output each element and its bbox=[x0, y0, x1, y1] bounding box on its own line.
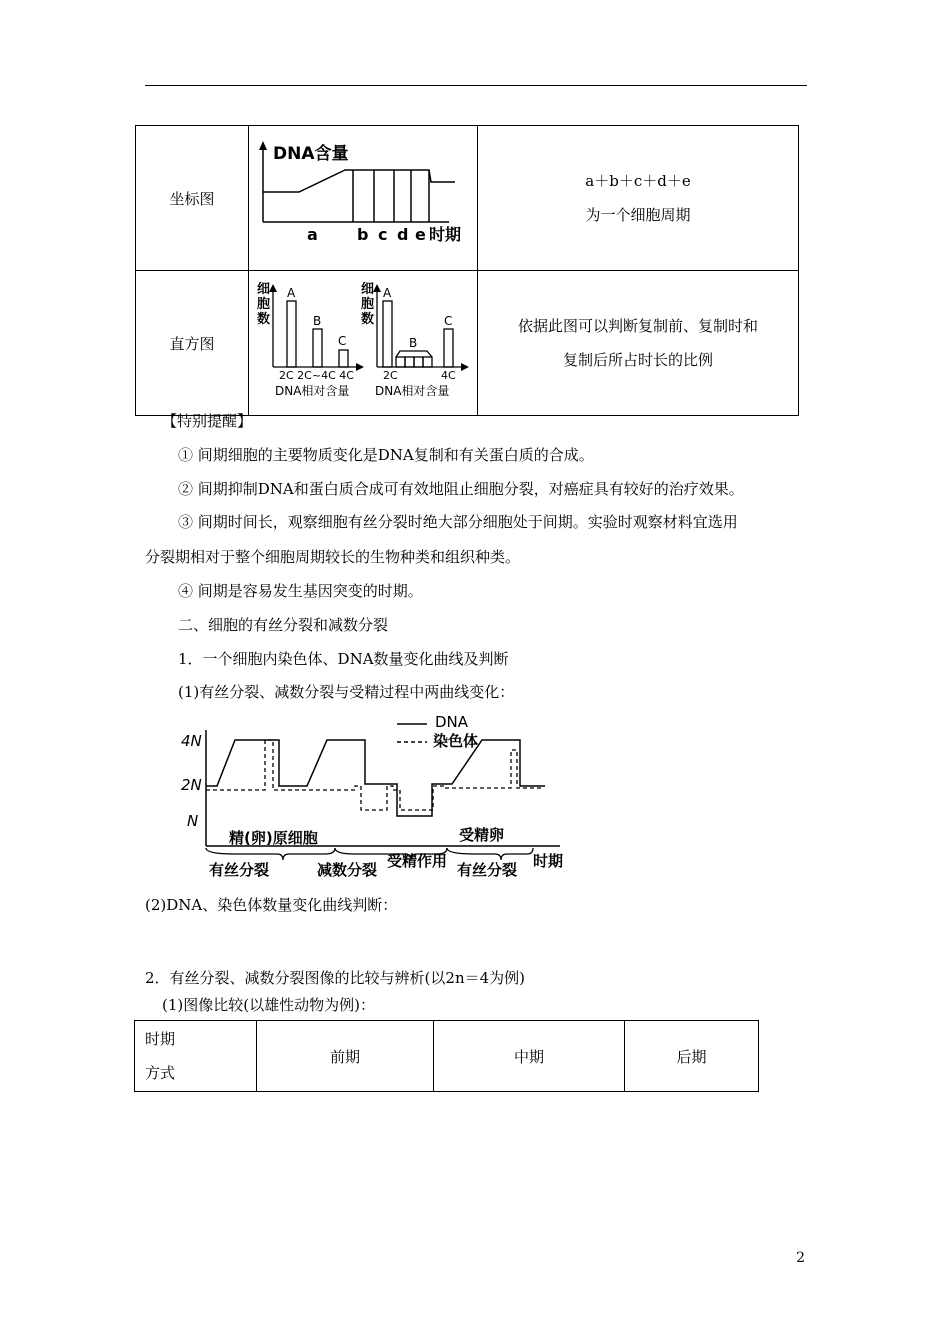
label-zygote: 受精卵 bbox=[459, 826, 505, 844]
reminder-item-3: ③ 间期时间长，观察细胞有丝分裂时绝大部分细胞处于间期。实验时观察材料宜选用 bbox=[178, 513, 738, 531]
coordinate-figure bbox=[249, 126, 478, 271]
histogram-note bbox=[478, 271, 799, 416]
hist-right-ylabel-2: 胞 bbox=[361, 297, 375, 312]
comparison-table bbox=[134, 1020, 759, 1092]
coord-xlabel: 时期 bbox=[429, 225, 462, 244]
item-2-sub-1: (1)图像比较(以雄性动物为例)： bbox=[162, 996, 375, 1014]
hist-right-a: A bbox=[383, 286, 392, 300]
corner-bottom-label: 方式 bbox=[145, 1064, 176, 1082]
coord-e: e bbox=[415, 225, 426, 244]
legend-dna: DNA bbox=[435, 713, 469, 731]
col-anaphase: 后期 bbox=[625, 1021, 759, 1092]
table-row bbox=[136, 126, 799, 271]
reminder-item-3-cont: 分裂期相对于整个细胞周期较长的生物种类和组织种类。 bbox=[145, 548, 521, 566]
header-rule bbox=[145, 85, 807, 86]
item-1-sub-2: (2)DNA、染色体数量变化曲线判断： bbox=[145, 896, 398, 914]
coord-a: a bbox=[307, 225, 318, 244]
coordinate-note-line2: 为一个细胞周期 bbox=[585, 206, 691, 224]
hist-right-ylabel-1: 细 bbox=[361, 282, 375, 297]
hist-left-ylabel-1: 细 bbox=[257, 282, 271, 297]
reminder-item-4: ④ 间期是容易发生基因突变的时期。 bbox=[178, 582, 423, 600]
item-1-sub-1: (1)有丝分裂、减数分裂与受精过程中两曲线变化： bbox=[178, 683, 515, 701]
histogram-note-line1: 依据此图可以判断复制前、复制时和 bbox=[517, 317, 758, 335]
page-number: 2 bbox=[796, 1250, 805, 1266]
item-1-title: 1．一个细胞内染色体、DNA数量变化曲线及判断 bbox=[178, 650, 509, 668]
row-label-coordinate: 坐标图 bbox=[136, 126, 249, 271]
hist-right-ylabel-3: 数 bbox=[361, 312, 375, 327]
coord-ylabel: DNA含量 bbox=[273, 144, 349, 164]
phase-meiosis: 减数分裂 bbox=[317, 861, 378, 879]
hist-left-ylabel-3: 数 bbox=[257, 312, 271, 327]
hist-left-a: A bbox=[287, 286, 296, 300]
coordinate-note-line1: a＋b＋c＋d＋e bbox=[585, 172, 691, 190]
reminder-title: 【特别提醒】 bbox=[162, 412, 253, 430]
col-prophase: 前期 bbox=[257, 1021, 434, 1092]
coord-d: d bbox=[397, 225, 409, 244]
chromosome-dna-graph bbox=[175, 708, 575, 888]
item-2-title: 2．有丝分裂、减数分裂图像的比较与辨析(以2n＝4为例) bbox=[145, 969, 525, 987]
x-label-period: 时期 bbox=[533, 852, 564, 870]
table-row bbox=[136, 271, 799, 416]
hist-left-xlabel: DNA相对含量 bbox=[275, 384, 350, 398]
corner-cell bbox=[135, 1021, 257, 1092]
histogram-figure bbox=[249, 271, 478, 416]
coord-c: c bbox=[378, 225, 388, 244]
col-metaphase: 中期 bbox=[434, 1021, 625, 1092]
hist-left-ylabel-2: 胞 bbox=[257, 297, 271, 312]
cell-cycle-table bbox=[135, 125, 799, 416]
phase-fertilization: 受精作用 bbox=[387, 852, 448, 870]
row-label-histogram: 直方图 bbox=[136, 271, 249, 416]
hist-left-c: C bbox=[338, 334, 347, 348]
hist-right-xlabel: DNA相对含量 bbox=[375, 384, 450, 398]
hist-right-x-4c: 4C bbox=[441, 369, 456, 382]
hist-left-b: B bbox=[313, 314, 322, 328]
hist-right-x-2c: 2C bbox=[383, 369, 398, 382]
legend-chromosome: 染色体 bbox=[433, 732, 479, 750]
histogram-note-line2: 复制后所占时长的比例 bbox=[562, 351, 713, 369]
coordinate-note bbox=[478, 126, 799, 271]
y-label-4n: 4N bbox=[181, 732, 202, 750]
corner-top-label: 时期 bbox=[145, 1030, 176, 1048]
table-row bbox=[135, 1021, 759, 1092]
y-label-n: N bbox=[187, 812, 199, 830]
phase-mitosis-2: 有丝分裂 bbox=[457, 861, 518, 879]
coord-b: b bbox=[357, 225, 369, 244]
hist-left-xticks: 2C 2C~4C 4C bbox=[279, 369, 354, 382]
y-label-2n: 2N bbox=[181, 776, 202, 794]
section-2-title: 二、细胞的有丝分裂和减数分裂 bbox=[178, 616, 389, 634]
hist-right-c: C bbox=[444, 314, 453, 328]
label-germ-cell: 精(卵)原细胞 bbox=[229, 829, 318, 847]
reminder-item-1: ① 间期细胞的主要物质变化是DNA复制和有关蛋白质的合成。 bbox=[178, 446, 594, 464]
phase-mitosis-1: 有丝分裂 bbox=[209, 861, 270, 879]
reminder-item-2: ② 间期抑制DNA和蛋白质合成可有效地阻止细胞分裂，对癌症具有较好的治疗效果。 bbox=[178, 480, 744, 498]
hist-right-b: B bbox=[409, 336, 418, 350]
